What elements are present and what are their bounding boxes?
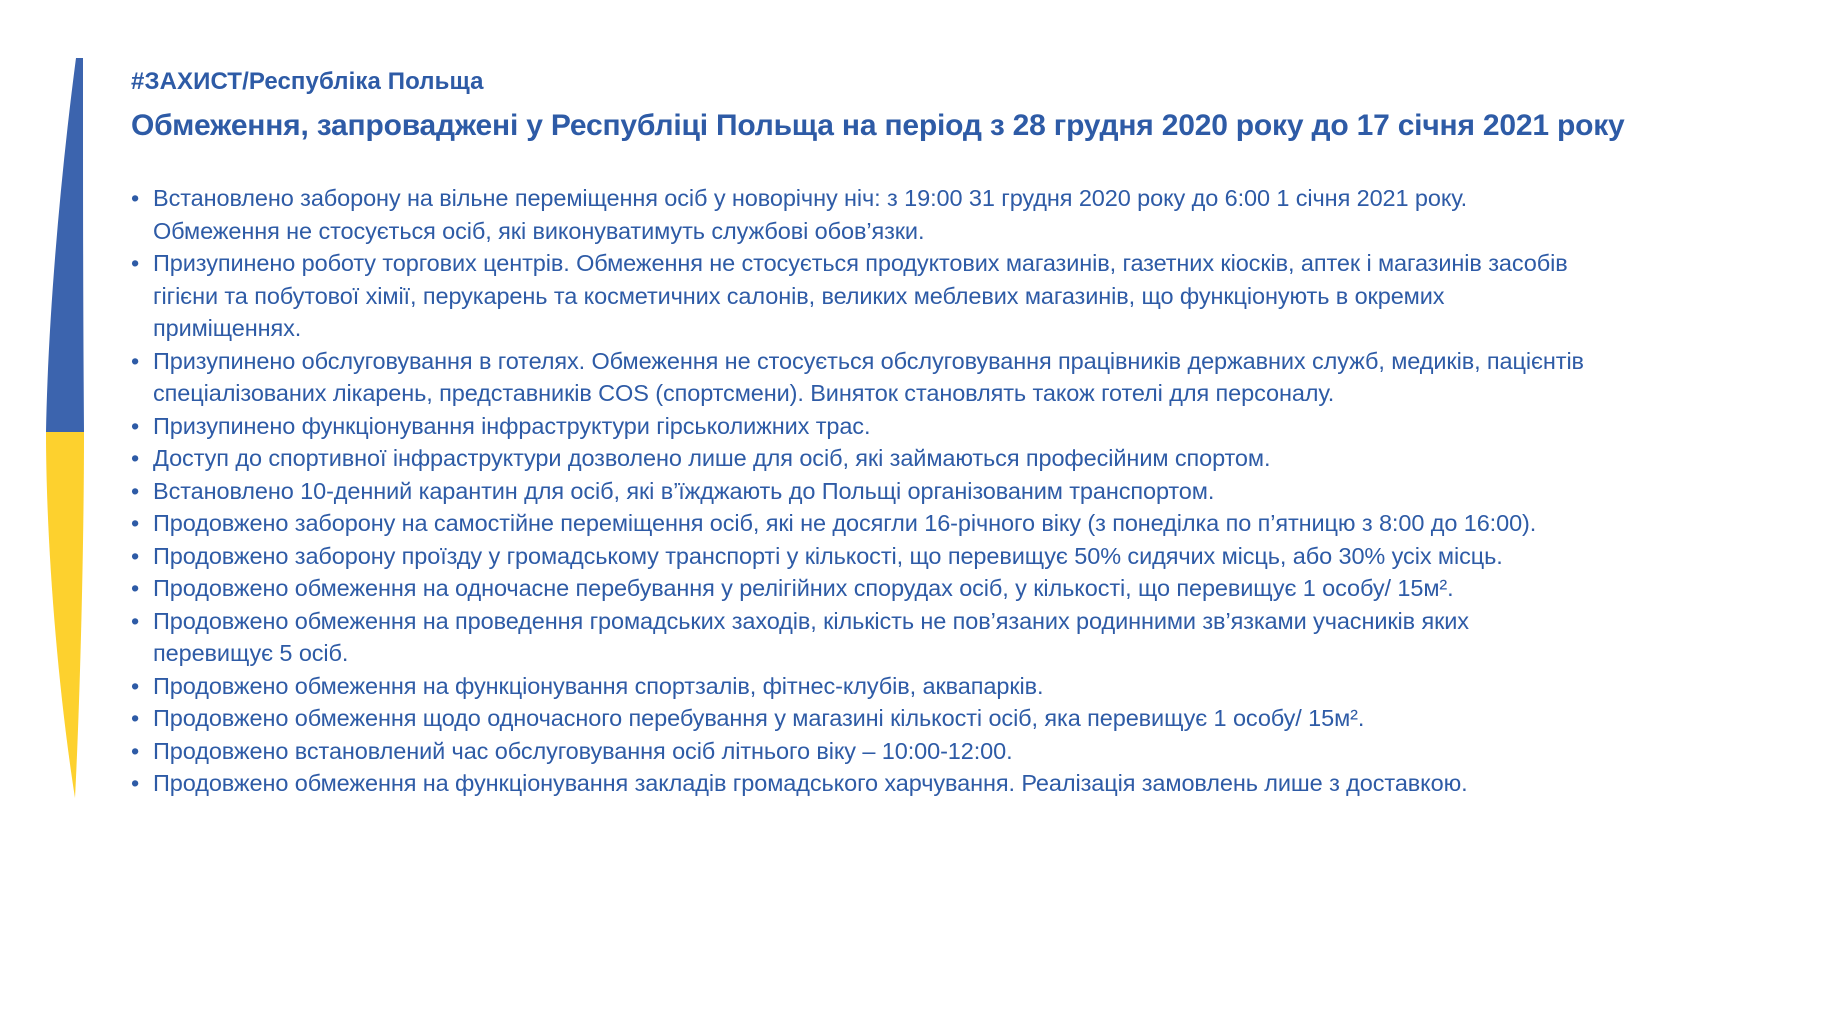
list-item [131,475,1593,508]
bullet-icon: • [131,185,140,211]
list-item-text: Продовжено заборону проїзду у громадському транспорті у кількості, що перевищує 50% сидячих місць, або 30% усіх місць. [153,542,1503,569]
bullet-icon: • [131,770,140,796]
list-item-text: Продовжено встановлений час обслуговування осіб літнього віку – 10:00-12:00. [153,737,1013,764]
list-item [131,572,1593,605]
list-item [131,410,1593,443]
list-item-text: Призупинено роботу торгових центрів. Обмеження не стосується продуктових магазинів, газетних кіосків, аптек і магазинів засобів гігієни та побутової хімії, перукарень та косметичних салонів, великих меблевих магазинів, що функціонують в окремих приміщеннях. [153,250,1568,341]
list-item-text: Призупинено обслуговування в готелях. Обмеження не стосується обслуговування працівників державних служб, медиків, пацієнтів спеціалізованих лікарень, представників COS (спортсмени). Виняток становлять також готелі для персоналу. [153,347,1584,406]
list-item-text: Продовжено обмеження на проведення громадських заходів, кількість не пов’язаних родинними зв’язками учасників яких перевищує 5 осіб. [153,607,1469,666]
list-item [131,507,1593,540]
list-item-text: Продовжено обмеження на одночасне перебування у релігійних спорудах осіб, у кількості, що перевищує 1 особу/ 15м². [153,575,1454,601]
bullet-icon: • [131,347,140,374]
bullet-icon: • [131,607,140,634]
list-item-text: Продовжено заборону на самостійне переміщення осіб, які не досягли 16-річного віку (з понеділка по п’ятницю з 8:00 до 16:00). [153,510,1537,536]
page-title: Обмеження, запроваджені у Республіці Польща на період з 28 грудня 2020 року до 17 січня 2021 року [131,109,1625,142]
list-item-text: Продовжено обмеження на функціонування спортзалів, фітнес-клубів, аквапарків. [153,672,1044,699]
list-item-text: Призупинено функціонування інфраструктури гірськолижних трас. [153,412,871,439]
list-item [131,735,1593,768]
list-item-text: Встановлено 10-денний карантин для осіб, які в’їжджають до Польщі організованим транспортом. [153,477,1215,504]
bullet-icon: • [131,737,140,764]
bullet-icon: • [131,542,140,569]
list-item [131,442,1593,475]
ribbon-yellow-segment [46,432,84,798]
list-item [131,702,1593,735]
bullet-icon: • [131,412,140,439]
bullet-icon: • [131,250,140,276]
ukraine-flag-ribbon-icon [0,0,120,1010]
list-item [131,247,1593,345]
list-item [131,345,1593,410]
bullet-icon: • [131,445,140,471]
list-item [131,767,1593,800]
restrictions-list [131,182,1593,800]
bullet-icon: • [131,672,140,699]
list-item-text: Продовжено обмеження щодо одночасного перебування у магазині кількості осіб, яка перевищує 1 особу/ 15м². [153,705,1365,731]
bullet-icon: • [131,575,140,601]
list-item [131,605,1593,670]
bullet-icon: • [131,510,140,536]
document-content [131,68,1625,800]
list-item-text: Доступ до спортивної інфраструктури дозволено лише для осіб, які займаються професійним спортом. [153,445,1271,471]
list-item-text: Продовжено обмеження на функціонування закладів громадського харчування. Реалізація замовлень лише з доставкою. [153,770,1468,796]
bullet-icon: • [131,477,140,504]
hashtag-heading: #ЗАХИСТ/Республіка Польща [131,68,484,95]
ribbon-blue-segment [46,58,84,432]
list-item [131,540,1593,573]
list-item [131,182,1593,247]
list-item-text: Встановлено заборону на вільне переміщення осіб у новорічну ніч: з 19:00 31 грудня 2020 року до 6:00 1 січня 2021 року. Обмеження не стосується осіб, які виконуватимуть службові обов’язки. [153,185,1468,244]
bullet-icon: • [131,705,140,731]
list-item [131,670,1593,703]
